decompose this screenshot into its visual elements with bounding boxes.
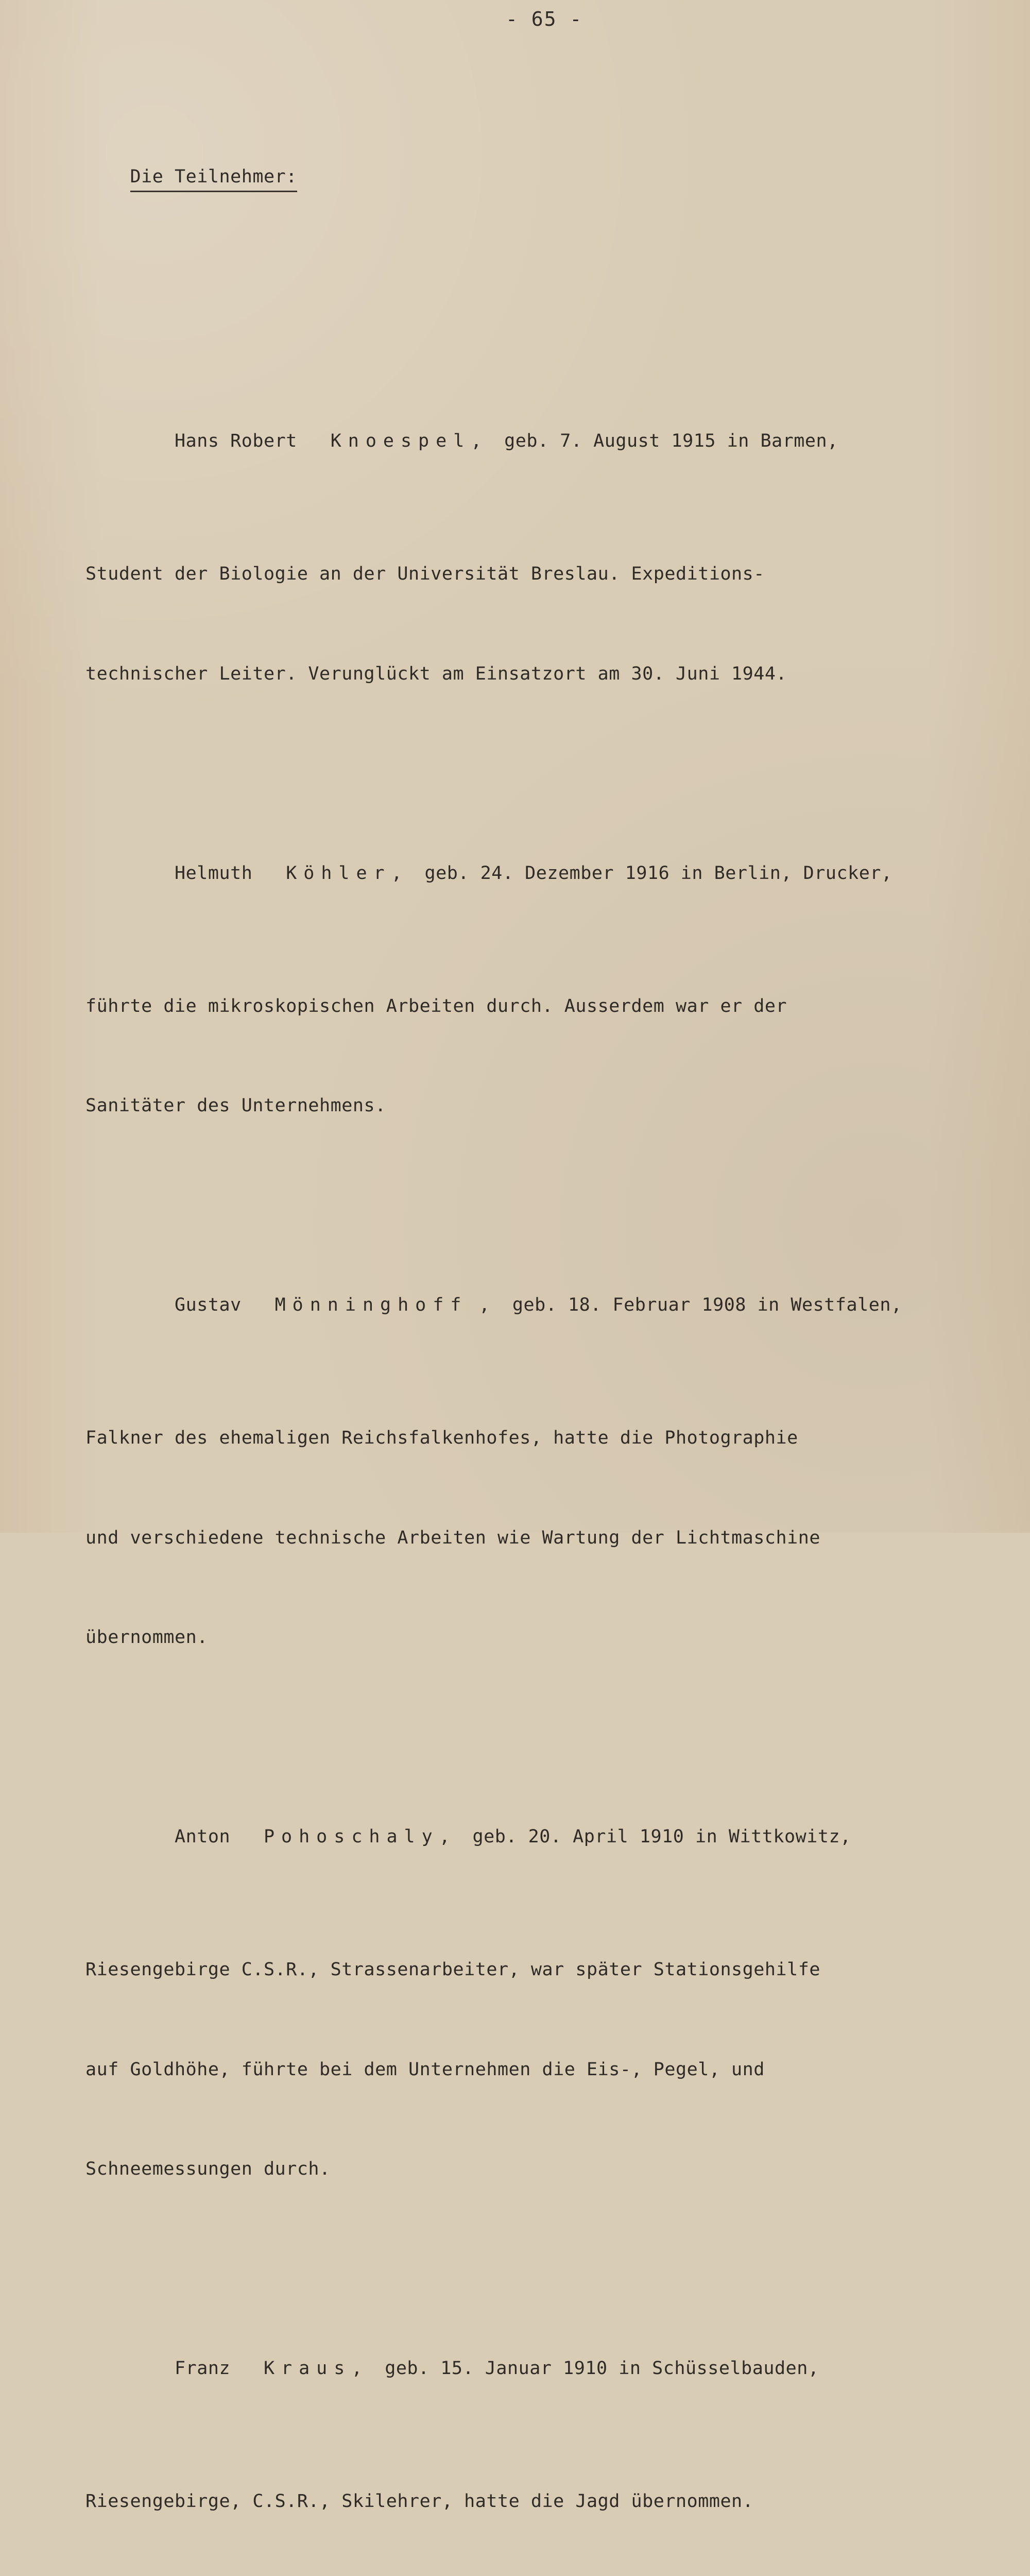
page-number: - 65 - [506,8,583,30]
participant-surname: Pohoschaly [263,1826,439,1847]
participant-surname: Knoespel [330,431,471,451]
participant-description-line: auf Goldhöhe, führte bei dem Unternehmen die Eis-, Pegel, und [85,2059,765,2080]
participant-given-name: Helmuth [174,862,286,884]
participant-entry [85,1256,1018,1355]
participant-surname: Mönninghoff [274,1295,468,1315]
participant-given-name: Hans Robert [174,431,331,451]
participant-description-line: Riesengebirge C.S.R., Strassenarbeiter, war später Stationsgehilfe [85,1959,821,1980]
participant-description-line: Riesengebirge, C.S.R., Skilehrer, hatte die Jagd übernommen. [85,2491,754,2512]
participant-given-name: Anton [174,1826,264,1847]
participant-entry [85,1787,1018,1887]
section-heading: Die Teilnehmer: [130,163,297,192]
participant-description-line: Sanitäter des Unternehmens. [85,1095,386,1116]
participant-details: , geb. 18. Februar 1908 in Westfalen, [468,1295,902,1315]
participant-given-name: Gustav [174,1295,275,1315]
participant-entry [85,392,1018,492]
participant-description-line: übernommen. [85,1627,208,1648]
participant-surname: Köhler [286,862,391,884]
participant-description-line: Student der Biologie an der Universität Breslau. Expeditions- [85,564,765,584]
participant-description-line: technischer Leiter. Verunglückt am Einsatzort am 30. Juni 1944. [85,663,787,684]
participant-details: , geb. 20. April 1910 in Wittkowitz, [439,1826,851,1847]
participant-details: , geb. 7. August 1915 in Barmen, [471,431,838,451]
participant-entry [85,2319,1018,2419]
participant-description-line: Schneemessungen durch. [85,2159,331,2179]
participant-description-line: und verschiedene technische Arbeiten wie Wartung der Lichtmaschine [85,1527,821,1548]
document-content [85,127,1018,2576]
participant-description-line: Falkner des ehemaligen Reichsfalkenhofes, hatte die Photographie [85,1428,798,1448]
participant-details: , geb. 24. Dezember 1916 in Berlin, Drucker, [391,862,892,884]
participant-surname: Kraus [263,2358,352,2379]
participant-description-line: führte die mikroskopischen Arbeiten durch. Ausserdem war er der [85,995,787,1016]
participant-list [85,292,1018,2576]
participant-details: , geb. 15. Januar 1910 in Schüsselbauden, [351,2358,819,2379]
participant-given-name: Franz [174,2358,264,2379]
participant-entry [85,823,1018,923]
